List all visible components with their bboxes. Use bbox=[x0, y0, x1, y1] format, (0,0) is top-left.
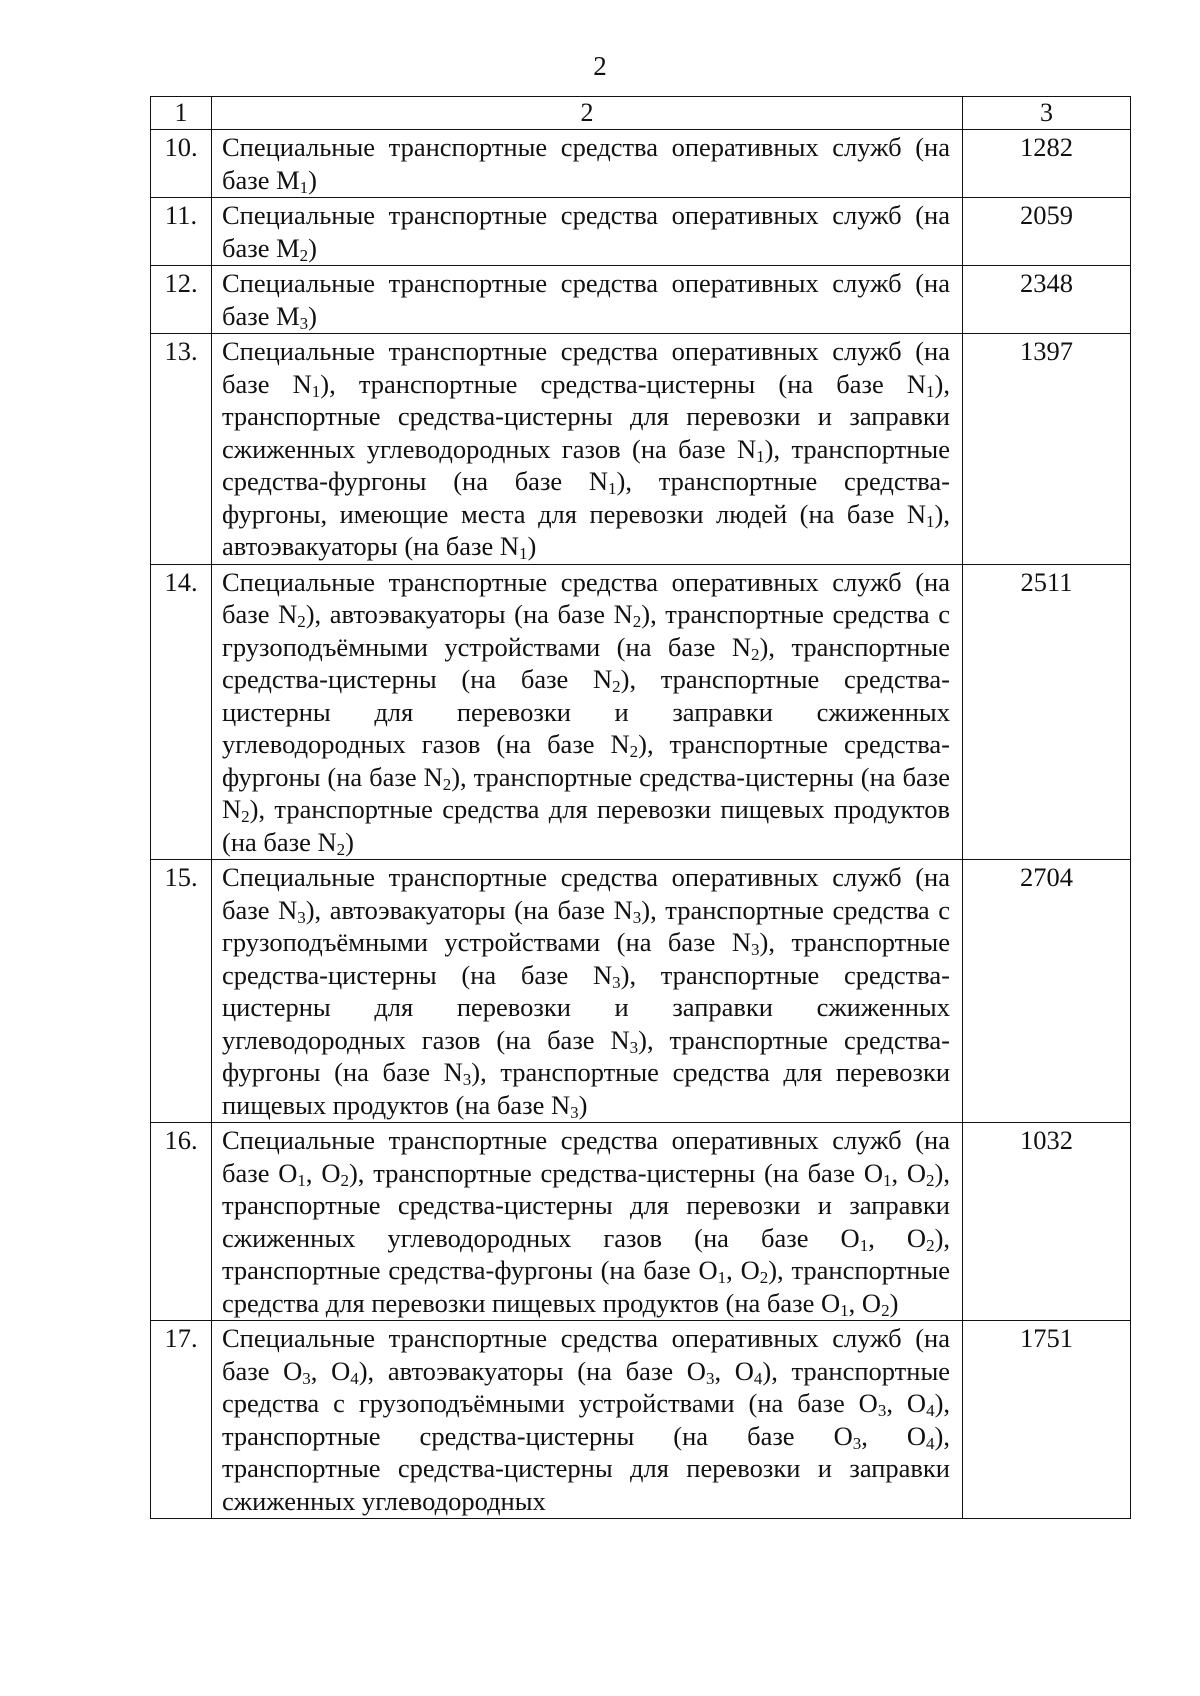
description-text: ), транспортные средства-фургоны (на базе O bbox=[222, 1222, 951, 1285]
subscript-index: 1 bbox=[926, 381, 935, 401]
row-number: 16. bbox=[151, 1123, 212, 1321]
table-row bbox=[151, 1321, 1131, 1519]
description-text: ), транспортные средства-цистерны для перевозки и заправки сжиженных углеводородных газов (на базе N bbox=[222, 664, 950, 759]
row-description bbox=[212, 198, 963, 266]
description-text: ), транспортные средства-цистерны (на базе N bbox=[222, 631, 950, 694]
subscript-index: 2 bbox=[759, 1268, 769, 1287]
subscript-index: 3 bbox=[612, 972, 621, 992]
subscript-index: 1 bbox=[311, 381, 321, 401]
description-text: ), транспортные средства-цистерны (на базе O bbox=[222, 1388, 951, 1451]
subscript-index: 4 bbox=[753, 1368, 763, 1388]
table-row bbox=[151, 266, 1131, 334]
description-text: , O bbox=[868, 1222, 927, 1253]
description-text: ), транспортные средства с грузоподъёмными устройствами (на базе O bbox=[222, 1355, 951, 1418]
row-number: 14. bbox=[151, 564, 212, 860]
description-text: Специальные транспортные средства оперативных служб (на базе O bbox=[222, 1323, 950, 1386]
page-number: 2 bbox=[593, 51, 607, 81]
row-number: 12. bbox=[151, 266, 212, 334]
row-value: 1751 bbox=[963, 1321, 1131, 1519]
description-text: ), транспортные средства с грузоподъёмными устройствами (на базе N bbox=[222, 894, 950, 957]
row-value: 2348 bbox=[963, 266, 1131, 334]
row-description bbox=[212, 266, 963, 334]
row-value: 1282 bbox=[963, 130, 1131, 198]
subscript-index: 2 bbox=[241, 807, 250, 826]
subscript-index: 3 bbox=[299, 313, 309, 333]
table-header-row bbox=[151, 97, 1131, 130]
subscript-index: 2 bbox=[442, 774, 452, 794]
row-value: 2059 bbox=[963, 198, 1131, 266]
description-text: ), автоэвакуаторы (на базе N bbox=[222, 498, 950, 561]
subscript-index: 2 bbox=[336, 839, 346, 859]
row-number: 13. bbox=[151, 334, 212, 565]
description-text: ), транспортные средства-фургоны (на базе N bbox=[222, 1024, 950, 1087]
subscript-index: 1 bbox=[297, 1170, 306, 1190]
subscript-index: 2 bbox=[926, 1235, 935, 1255]
description-text: ) bbox=[527, 531, 537, 561]
subscript-index: 1 bbox=[519, 544, 528, 563]
subscript-index: 2 bbox=[926, 1170, 935, 1190]
subscript-index: 2 bbox=[881, 1300, 890, 1320]
description-text: ), автоэвакуаторы (на базе N bbox=[305, 894, 633, 925]
row-number: 15. bbox=[151, 860, 212, 1123]
row-description bbox=[212, 334, 963, 565]
description-text: ) bbox=[345, 826, 354, 857]
description-text: ) bbox=[308, 164, 317, 195]
table-row bbox=[151, 1123, 1131, 1321]
description-text: ), транспортные средства с грузоподъёмными устройствами (на базе N bbox=[222, 599, 950, 662]
description-text: ), транспортные средства-цистерны для перевозки и заправки сжиженных углеводородных газов (на базе N bbox=[222, 959, 950, 1055]
subscript-index: 2 bbox=[751, 644, 760, 664]
table-row bbox=[151, 860, 1131, 1123]
description-text: ), транспортные средства-цистерны для перевозки и заправки сжиженных углеводородных bbox=[222, 1420, 950, 1516]
description-text: ), транспортные средства-цистерны (на базе N bbox=[320, 368, 927, 399]
description-text: Специальные транспортные средства оперативных служб (на базе M bbox=[222, 200, 950, 263]
description-text: ), автоэвакуаторы (на базе N bbox=[305, 599, 633, 629]
description-text: Специальные транспортные средства оперативных служб (на базе O bbox=[222, 1125, 950, 1188]
description-text: ) bbox=[578, 1089, 588, 1120]
row-description bbox=[212, 1321, 963, 1519]
column-header-1: 1 bbox=[151, 97, 212, 130]
subscript-index: 3 bbox=[462, 1070, 472, 1089]
description-text: , O bbox=[861, 1420, 927, 1451]
description-text: ) bbox=[308, 232, 317, 263]
description-text: ), транспортные средства-фургоны (на базе N bbox=[222, 729, 950, 792]
subscript-index: 3 bbox=[852, 1433, 862, 1453]
description-text: Специальные транспортные средства оперативных служб (на базе M bbox=[222, 268, 950, 331]
column-header-2: 2 bbox=[212, 97, 963, 130]
table-row bbox=[151, 198, 1131, 266]
row-description bbox=[212, 130, 963, 198]
description-text: ), транспортные средства-фургоны (на базе N bbox=[222, 433, 950, 496]
subscript-index: 3 bbox=[632, 907, 642, 927]
description-text: Специальные транспортные средства оперативных служб (на базе N bbox=[222, 862, 950, 925]
subscript-index: 1 bbox=[299, 177, 309, 197]
subscript-index: 4 bbox=[926, 1433, 935, 1453]
subscript-index: 2 bbox=[632, 612, 642, 631]
row-number: 11. bbox=[151, 198, 212, 266]
description-text: , O bbox=[848, 1287, 882, 1318]
description-text: ), транспортные средства-цистерны (на базе N bbox=[222, 761, 951, 824]
row-description bbox=[212, 564, 963, 860]
subscript-index: 2 bbox=[299, 245, 309, 265]
table-row bbox=[151, 564, 1131, 860]
row-value: 1397 bbox=[963, 334, 1131, 565]
table-row bbox=[151, 130, 1131, 198]
description-text: , O bbox=[726, 1255, 760, 1285]
subscript-index: 3 bbox=[302, 1368, 311, 1388]
description-text: Специальные транспортные средства оперативных служб (на базе N bbox=[222, 566, 950, 629]
subscript-index: 3 bbox=[877, 1401, 887, 1420]
description-text: ), транспортные средства-цистерны (на базе O bbox=[348, 1157, 883, 1188]
row-value: 2704 bbox=[963, 860, 1131, 1123]
subscript-index: 1 bbox=[608, 479, 617, 498]
description-text: , O bbox=[891, 1157, 927, 1188]
description-text: ), автоэвакуаторы (на базе O bbox=[358, 1355, 706, 1386]
description-text: ), транспортные средства для перевозки пищевых продуктов (на базе N bbox=[222, 1057, 950, 1120]
description-text: ), транспортные средства-цистерны для перевозки и заправки сжиженных углеводородных газов (на базе O bbox=[222, 1157, 950, 1253]
description-text: ), транспортные средства для перевозки пищевых продуктов (на базе N bbox=[222, 794, 950, 857]
description-text: Специальные транспортные средства оперативных служб (на базе M bbox=[222, 132, 950, 195]
description-text: ), транспортные средства-фургоны, имеющие места для перевозки людей (на базе N bbox=[222, 466, 950, 529]
description-text: , O bbox=[310, 1355, 351, 1386]
subscript-index: 3 bbox=[629, 1037, 639, 1057]
row-description bbox=[212, 1123, 963, 1321]
description-text: , O bbox=[714, 1355, 754, 1386]
subscript-index: 4 bbox=[350, 1368, 359, 1388]
row-number: 17. bbox=[151, 1321, 212, 1519]
description-text: , O bbox=[305, 1157, 341, 1188]
subscript-index: 3 bbox=[751, 940, 760, 959]
subscript-index: 3 bbox=[570, 1102, 579, 1122]
subscript-index: 2 bbox=[297, 612, 306, 631]
subscript-index: 2 bbox=[612, 677, 621, 696]
row-description bbox=[212, 860, 963, 1123]
data-table bbox=[150, 96, 1131, 1519]
description-text: , O bbox=[886, 1388, 927, 1418]
subscript-index: 1 bbox=[926, 511, 935, 531]
subscript-index: 1 bbox=[859, 1235, 869, 1255]
description-text: ), транспортные средства-цистерны для перевозки и заправки сжиженных углеводородных газов (на базе N bbox=[222, 368, 950, 464]
table-body bbox=[151, 97, 1131, 1519]
subscript-index: 3 bbox=[705, 1368, 715, 1388]
subscript-index: 2 bbox=[340, 1170, 349, 1190]
description-text: ), транспортные средства для перевозки пищевых продуктов (на базе O bbox=[222, 1255, 950, 1318]
row-value: 1032 bbox=[963, 1123, 1131, 1321]
description-text: ), транспортные средства-цистерны (на базе N bbox=[222, 927, 950, 990]
row-number: 10. bbox=[151, 130, 212, 198]
table-row bbox=[151, 334, 1131, 565]
subscript-index: 1 bbox=[756, 446, 765, 466]
subscript-index: 3 bbox=[297, 907, 306, 927]
column-header-3: 3 bbox=[963, 97, 1131, 130]
subscript-index: 1 bbox=[840, 1300, 849, 1320]
description-text: ) bbox=[308, 300, 317, 331]
subscript-index: 2 bbox=[629, 742, 639, 761]
subscript-index: 1 bbox=[717, 1268, 727, 1287]
subscript-index: 4 bbox=[926, 1401, 935, 1420]
description-text: Специальные транспортные средства оперативных служб (на базе N bbox=[222, 336, 950, 399]
description-text: ) bbox=[889, 1287, 899, 1318]
row-value: 2511 bbox=[963, 564, 1131, 860]
subscript-index: 1 bbox=[882, 1170, 892, 1190]
